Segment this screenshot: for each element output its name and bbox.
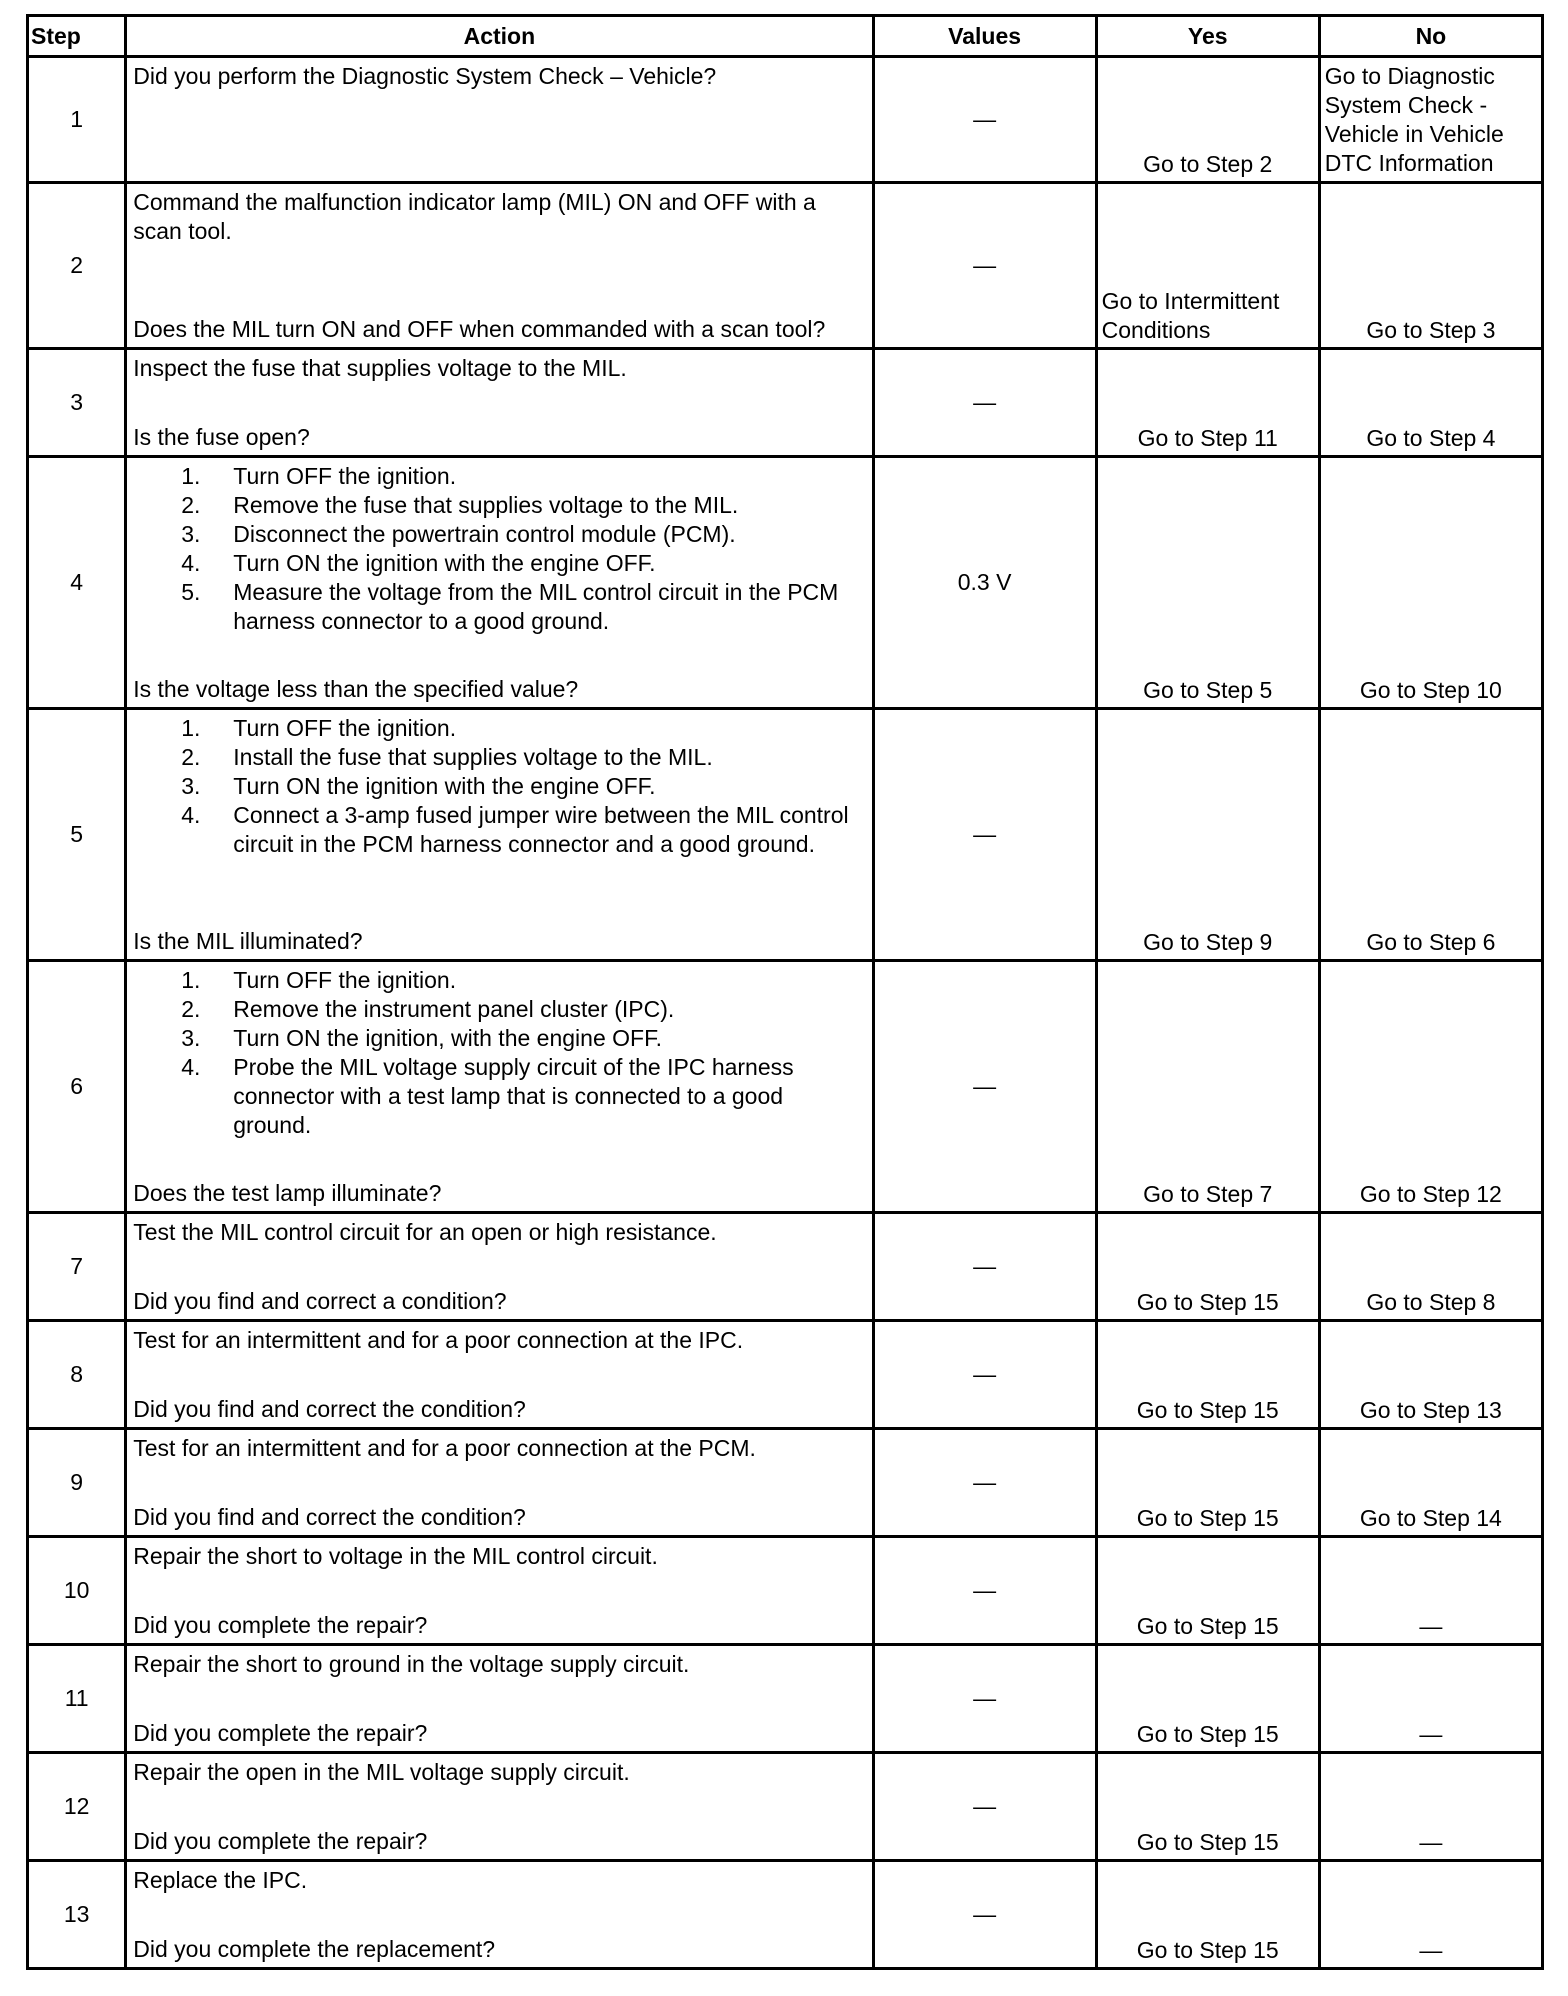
action-cell bbox=[126, 1861, 873, 1969]
action-step-item bbox=[133, 966, 865, 995]
action-question: Did you complete the repair? bbox=[133, 1828, 428, 1854]
action-step-item bbox=[133, 1024, 865, 1053]
action-content bbox=[133, 1650, 865, 1748]
yes-action-cell: Go to Step 7 bbox=[1096, 961, 1319, 1213]
action-step-number: 2. bbox=[181, 744, 201, 770]
action-content bbox=[133, 714, 865, 956]
no-action-cell: — bbox=[1319, 1753, 1542, 1861]
action-cell bbox=[126, 961, 873, 1213]
action-instruction: Command the malfunction indicator lamp (MIL) ON and OFF with a scan tool. bbox=[133, 189, 816, 244]
action-instruction: Test for an intermittent and for a poor connection at the PCM. bbox=[133, 1435, 756, 1461]
table-row bbox=[28, 183, 1543, 349]
action-step-number: 3. bbox=[181, 521, 201, 547]
header-action: Action bbox=[126, 16, 873, 57]
action-cell bbox=[126, 1429, 873, 1537]
yes-action-cell: Go to Step 15 bbox=[1096, 1321, 1319, 1429]
action-step-text: Measure the voltage from the MIL control circuit in the PCM harness connector to a good ground. bbox=[233, 579, 839, 634]
yes-action-cell: Go to Step 15 bbox=[1096, 1429, 1319, 1537]
action-question: Did you complete the repair? bbox=[133, 1612, 428, 1638]
value-cell: — bbox=[873, 1429, 1096, 1537]
action-instruction: Replace the IPC. bbox=[133, 1867, 308, 1893]
action-step-item bbox=[133, 578, 865, 636]
table-row bbox=[28, 457, 1543, 709]
action-step-number: 4. bbox=[181, 802, 201, 828]
action-cell bbox=[126, 457, 873, 709]
yes-action-cell: Go to Step 2 bbox=[1096, 57, 1319, 183]
action-question: Did you complete the replacement? bbox=[133, 1936, 496, 1962]
no-action-cell: — bbox=[1319, 1861, 1542, 1969]
value-cell: — bbox=[873, 961, 1096, 1213]
action-content bbox=[133, 462, 865, 704]
no-action-cell: Go to Step 3 bbox=[1319, 183, 1542, 349]
action-instruction: Did you perform the Diagnostic System Check – Vehicle? bbox=[133, 63, 717, 89]
action-step-item bbox=[133, 491, 865, 520]
header-step: Step bbox=[28, 16, 126, 57]
action-step-text: Turn ON the ignition, with the engine OFF. bbox=[233, 1025, 662, 1051]
table-row bbox=[28, 1861, 1543, 1969]
action-question: Did you find and correct the condition? bbox=[133, 1396, 526, 1422]
no-action-cell: Go to Step 8 bbox=[1319, 1213, 1542, 1321]
no-action-cell: Go to Step 4 bbox=[1319, 349, 1542, 457]
action-content bbox=[133, 1542, 865, 1640]
table-body bbox=[28, 57, 1543, 1969]
step-number: 7 bbox=[28, 1213, 126, 1321]
action-step-number: 1. bbox=[181, 463, 201, 489]
action-question: Is the fuse open? bbox=[133, 424, 310, 450]
action-content bbox=[133, 1758, 865, 1856]
action-content bbox=[133, 62, 865, 178]
no-action-cell: Go to Step 10 bbox=[1319, 457, 1542, 709]
action-cell bbox=[126, 1537, 873, 1645]
action-step-number: 4. bbox=[181, 550, 201, 576]
action-instruction: Inspect the fuse that supplies voltage to the MIL. bbox=[133, 355, 627, 381]
no-action-cell: Go to Step 14 bbox=[1319, 1429, 1542, 1537]
action-step-item bbox=[133, 549, 865, 578]
no-action-cell: — bbox=[1319, 1645, 1542, 1753]
value-cell: — bbox=[873, 57, 1096, 183]
action-instruction: Test the MIL control circuit for an open or high resistance. bbox=[133, 1219, 717, 1245]
table-row bbox=[28, 961, 1543, 1213]
no-action-cell: Go to Step 12 bbox=[1319, 961, 1542, 1213]
action-content bbox=[133, 1434, 865, 1532]
action-cell bbox=[126, 183, 873, 349]
action-step-text: Probe the MIL voltage supply circuit of the IPC harness connector with a test lamp that is connected to a good ground. bbox=[233, 1054, 794, 1138]
action-instruction: Test for an intermittent and for a poor connection at the IPC. bbox=[133, 1327, 744, 1353]
action-step-text: Remove the instrument panel cluster (IPC). bbox=[233, 996, 675, 1022]
diagnostic-table-container bbox=[26, 14, 1544, 1970]
action-cell bbox=[126, 1753, 873, 1861]
table-row bbox=[28, 1429, 1543, 1537]
action-step-number: 2. bbox=[181, 996, 201, 1022]
step-number: 13 bbox=[28, 1861, 126, 1969]
action-step-number: 1. bbox=[181, 715, 201, 741]
action-content bbox=[133, 1326, 865, 1424]
action-cell bbox=[126, 709, 873, 961]
yes-action-cell: Go to Step 15 bbox=[1096, 1213, 1319, 1321]
action-step-text: Install the fuse that supplies voltage to the MIL. bbox=[233, 744, 713, 770]
action-step-number: 1. bbox=[181, 967, 201, 993]
action-step-item bbox=[133, 462, 865, 491]
value-cell: — bbox=[873, 1213, 1096, 1321]
step-number: 2 bbox=[28, 183, 126, 349]
step-number: 4 bbox=[28, 457, 126, 709]
action-question: Does the test lamp illuminate? bbox=[133, 1180, 442, 1206]
table-row bbox=[28, 349, 1543, 457]
action-step-number: 2. bbox=[181, 492, 201, 518]
table-row bbox=[28, 1753, 1543, 1861]
table-row bbox=[28, 1321, 1543, 1429]
action-step-text: Remove the fuse that supplies voltage to the MIL. bbox=[233, 492, 739, 518]
value-cell: — bbox=[873, 1753, 1096, 1861]
value-cell: — bbox=[873, 349, 1096, 457]
yes-action-cell: Go to Intermittent Conditions bbox=[1096, 183, 1319, 349]
action-steps-list bbox=[133, 462, 865, 636]
action-content bbox=[133, 354, 865, 452]
action-question: Is the voltage less than the specified value? bbox=[133, 676, 579, 702]
action-question: Did you complete the repair? bbox=[133, 1720, 428, 1746]
action-cell bbox=[126, 349, 873, 457]
step-number: 1 bbox=[28, 57, 126, 183]
no-action-cell: Go to Step 6 bbox=[1319, 709, 1542, 961]
action-step-text: Turn OFF the ignition. bbox=[233, 715, 457, 741]
action-question: Did you find and correct a condition? bbox=[133, 1288, 507, 1314]
table-row bbox=[28, 709, 1543, 961]
action-step-item bbox=[133, 714, 865, 743]
step-number: 12 bbox=[28, 1753, 126, 1861]
action-step-text: Turn OFF the ignition. bbox=[233, 967, 457, 993]
action-step-item bbox=[133, 801, 865, 859]
yes-action-cell: Go to Step 15 bbox=[1096, 1537, 1319, 1645]
action-instruction: Repair the short to voltage in the MIL control circuit. bbox=[133, 1543, 658, 1569]
action-question: Did you find and correct the condition? bbox=[133, 1504, 526, 1530]
header-row bbox=[28, 16, 1543, 57]
yes-action-cell: Go to Step 5 bbox=[1096, 457, 1319, 709]
action-cell bbox=[126, 57, 873, 183]
yes-action-cell: Go to Step 11 bbox=[1096, 349, 1319, 457]
action-step-item bbox=[133, 520, 865, 549]
action-instruction: Repair the open in the MIL voltage supply circuit. bbox=[133, 1759, 630, 1785]
action-step-text: Turn OFF the ignition. bbox=[233, 463, 457, 489]
value-cell: — bbox=[873, 183, 1096, 349]
step-number: 9 bbox=[28, 1429, 126, 1537]
table-row bbox=[28, 1537, 1543, 1645]
action-step-text: Disconnect the powertrain control module (PCM). bbox=[233, 521, 736, 547]
value-cell: — bbox=[873, 1537, 1096, 1645]
action-step-number: 5. bbox=[181, 579, 201, 605]
action-content bbox=[133, 188, 865, 344]
value-cell: 0.3 V bbox=[873, 457, 1096, 709]
yes-action-cell: Go to Step 15 bbox=[1096, 1861, 1319, 1969]
value-cell: — bbox=[873, 1321, 1096, 1429]
action-step-text: Turn ON the ignition with the engine OFF. bbox=[233, 550, 656, 576]
yes-action-cell: Go to Step 9 bbox=[1096, 709, 1319, 961]
value-cell: — bbox=[873, 709, 1096, 961]
table-row bbox=[28, 1213, 1543, 1321]
action-steps-list bbox=[133, 714, 865, 859]
step-number: 3 bbox=[28, 349, 126, 457]
action-steps-list bbox=[133, 966, 865, 1140]
step-number: 11 bbox=[28, 1645, 126, 1753]
table-row bbox=[28, 57, 1543, 183]
action-step-number: 4. bbox=[181, 1054, 201, 1080]
action-content bbox=[133, 1866, 865, 1964]
value-cell: — bbox=[873, 1861, 1096, 1969]
header-yes: Yes bbox=[1096, 16, 1319, 57]
action-cell bbox=[126, 1321, 873, 1429]
table-row bbox=[28, 1645, 1543, 1753]
action-cell bbox=[126, 1213, 873, 1321]
action-step-item bbox=[133, 995, 865, 1024]
action-instruction: Repair the short to ground in the voltage supply circuit. bbox=[133, 1651, 690, 1677]
step-number: 6 bbox=[28, 961, 126, 1213]
action-cell bbox=[126, 1645, 873, 1753]
no-action-cell: Go to Step 13 bbox=[1319, 1321, 1542, 1429]
no-action-cell: Go to Diagnostic System Check - Vehicle in Vehicle DTC Information bbox=[1319, 57, 1542, 183]
diagnostic-table bbox=[26, 14, 1544, 1970]
no-action-cell: — bbox=[1319, 1537, 1542, 1645]
action-question: Is the MIL illuminated? bbox=[133, 928, 363, 954]
action-step-number: 3. bbox=[181, 1025, 201, 1051]
action-content bbox=[133, 966, 865, 1208]
action-step-text: Turn ON the ignition with the engine OFF. bbox=[233, 773, 656, 799]
value-cell: — bbox=[873, 1645, 1096, 1753]
action-step-item bbox=[133, 743, 865, 772]
header-no: No bbox=[1319, 16, 1542, 57]
action-content bbox=[133, 1218, 865, 1316]
yes-action-cell: Go to Step 15 bbox=[1096, 1753, 1319, 1861]
action-step-text: Connect a 3-amp fused jumper wire between the MIL control circuit in the PCM harness connector and a good ground. bbox=[233, 802, 849, 857]
action-step-number: 3. bbox=[181, 773, 201, 799]
yes-action-cell: Go to Step 15 bbox=[1096, 1645, 1319, 1753]
step-number: 8 bbox=[28, 1321, 126, 1429]
action-step-item bbox=[133, 1053, 865, 1140]
step-number: 5 bbox=[28, 709, 126, 961]
step-number: 10 bbox=[28, 1537, 126, 1645]
action-question: Does the MIL turn ON and OFF when commanded with a scan tool? bbox=[133, 316, 826, 342]
header-values: Values bbox=[873, 16, 1096, 57]
action-step-item bbox=[133, 772, 865, 801]
